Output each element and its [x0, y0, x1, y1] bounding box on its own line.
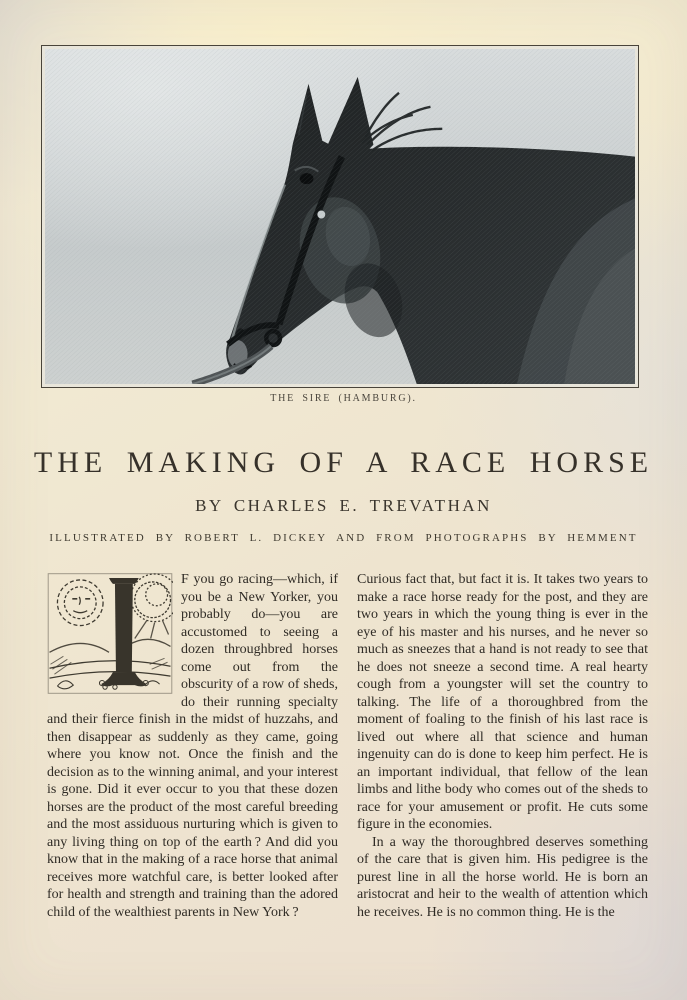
paragraph-opening: F you go racing—which, if you be a New Yorker, you probably do—you are accustomed to seeing a dozen throughbred horses come out from the obscurity of a row of sheds, do their running specialty and their fierce finish in the midst of huzzahs, and then disappear as suddenly as they came, going where you know not. Once the finish and the decision as to the winning animal, and your interest is gone. Did it ever occur to you that these dozen horses are the product of the most careful breeding and the most assiduous nurturing which is given to any living thing on top of the earth ? And did you know that in the making of a race horse that animal receives more watchful care, is better looked after for health and strength and training than the adored child of the wealthiest parents in New York ?	[47, 572, 338, 920]
photo-caption: THE SIRE (HAMBURG).	[270, 393, 417, 404]
dropcap-initial-illustration	[47, 573, 173, 694]
article-body	[47, 571, 648, 921]
article-byline: BY CHARLES E. TREVATHAN	[195, 496, 492, 515]
article-title: THE MAKING OF A RACE HORSE	[33, 446, 654, 479]
woodcut-initial-icon	[47, 573, 173, 694]
horse-photo	[41, 45, 639, 388]
paragraph-continuation: Curious fact that, but fact it is. It takes two years to make a race horse ready for the post, and they are two years in which the young thing is ever in the eye of his master and his nurses, and he never so much as sneezes that a hand is not ready to see that he does not sneeze a second time. A real hearty cough from a youngster will set the country to talking. The life of a thoroughbred from the moment of foaling to the finish of his last race is lived out where all that science and human ingenuity can do is done to keep him perfect. He is an important individual, that fellow of the lean limbs and lithe body who comes out of the sheds to race for your amusement or profit. He cuts some figure in the economies.	[357, 572, 648, 832]
paragraph-second: In a way the thoroughbred deserves something of the care that is given him. His pedigree is the purest line in all the horse world. He is born an aristocrat and heir to the wealth of attention which he receives. He is no common thing. He is the	[357, 834, 648, 920]
left-column	[47, 571, 338, 921]
horse-photo-illustration	[45, 49, 635, 384]
illustration-credit: ILLUSTRATED BY ROBERT L. DICKEY AND FROM PHOTOGRAPHS BY HEMMENT	[49, 532, 638, 544]
right-column	[357, 571, 648, 921]
